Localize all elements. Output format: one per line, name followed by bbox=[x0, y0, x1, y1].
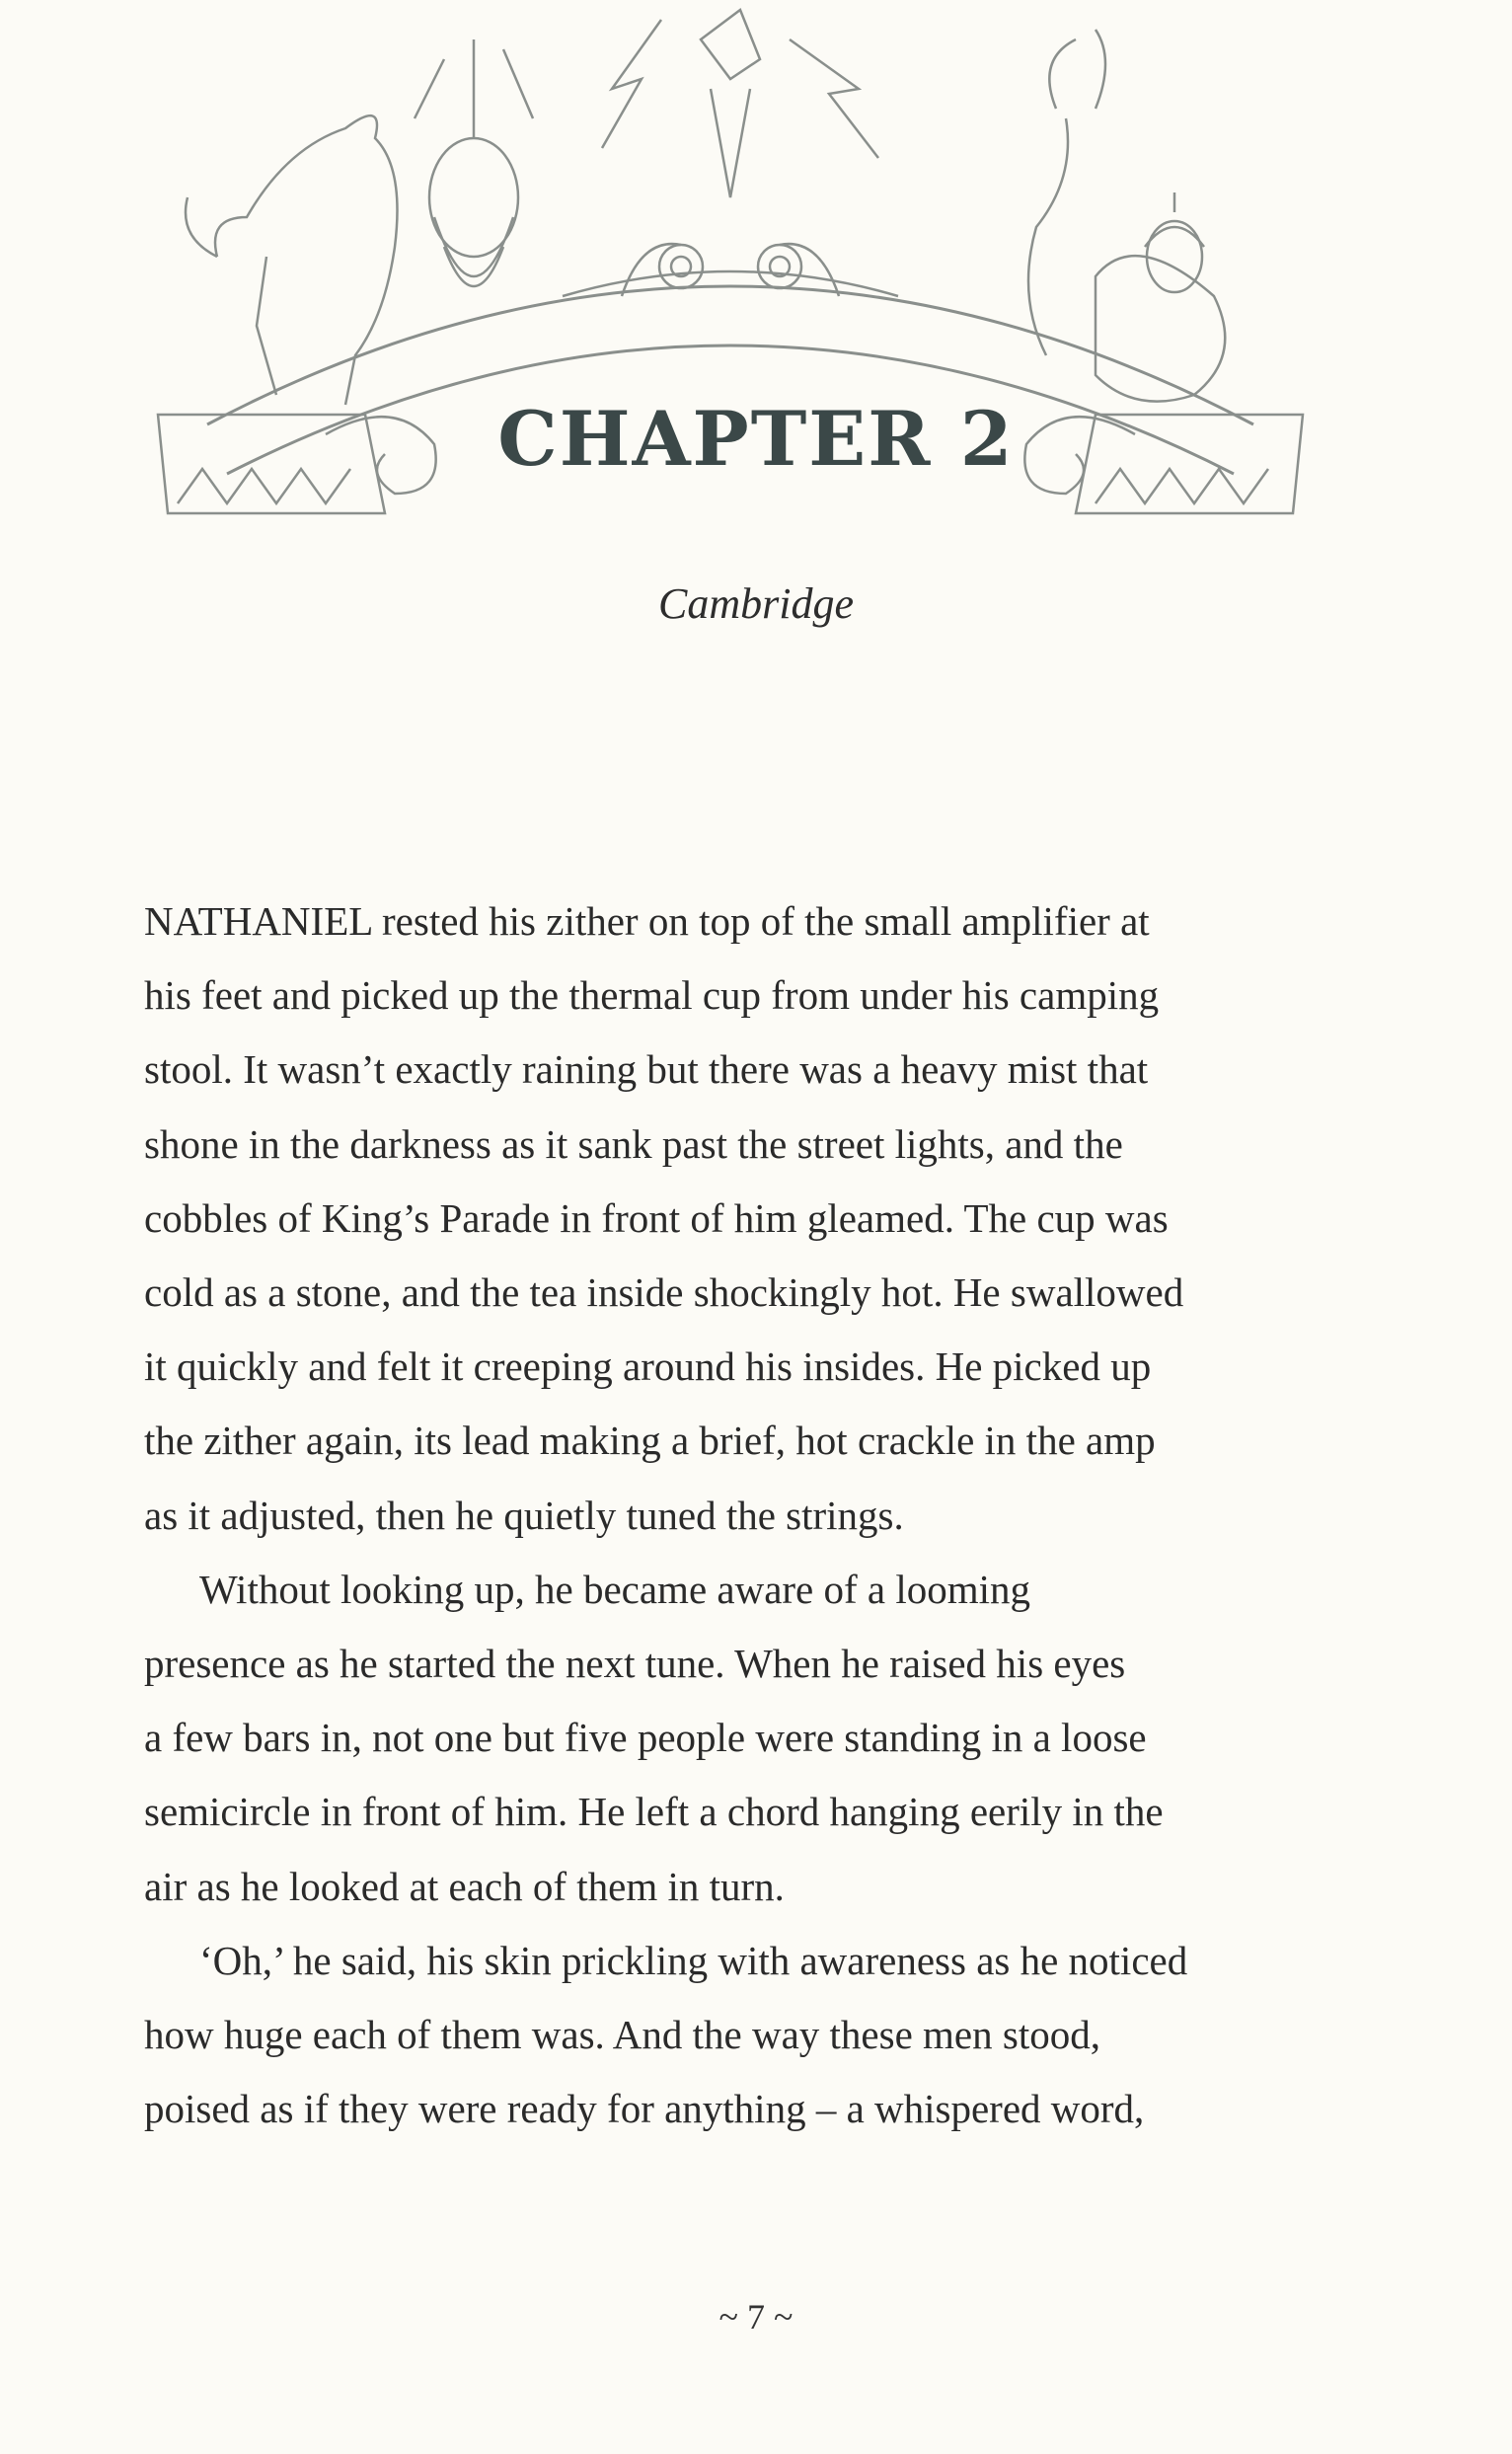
text-line: his feet and picked up the thermal cup from under his camping bbox=[144, 972, 1160, 1019]
chapter-body bbox=[144, 884, 1378, 2146]
chapter-subtitle: Cambridge bbox=[658, 579, 854, 628]
text-line: as it adjusted, then he quietly tuned the strings. bbox=[144, 1492, 904, 1538]
text-line: poised as if they were ready for anything – a whispered word, bbox=[144, 2086, 1145, 2132]
text-line: stool. It wasn’t exactly raining but there was a heavy mist that bbox=[144, 1046, 1149, 1093]
text-line: air as he looked at each of them in turn. bbox=[144, 1863, 785, 1909]
paragraph bbox=[144, 1924, 1378, 2147]
text-line: cold as a stone, and the tea inside shockingly hot. He swallowed bbox=[144, 1269, 1184, 1316]
text-line: ‘Oh,’ he said, his skin prickling with awareness as he noticed bbox=[199, 1937, 1188, 1983]
paragraph bbox=[144, 884, 1378, 1553]
text-line: it quickly and felt it creeping around his insides. He picked up bbox=[144, 1343, 1152, 1390]
chapter-title: CHAPTER 2 bbox=[497, 395, 1015, 483]
text-line: cobbles of King’s Parade in front of him gleamed. The cup was bbox=[144, 1194, 1169, 1241]
text-line: NATHANIEL rested his zither on top of the small amplifier at bbox=[144, 898, 1150, 944]
text-line: a few bars in, not one but five people were standing in a loose bbox=[144, 1715, 1147, 1761]
text-line: Without looking up, he became aware of a looming bbox=[199, 1566, 1031, 1612]
paragraph bbox=[144, 1553, 1378, 1924]
page-number: ~ 7 ~ bbox=[718, 2297, 794, 2337]
text-line: semicircle in front of him. He left a chord hanging eerily in the bbox=[144, 1789, 1164, 1835]
text-line: presence as he started the next tune. When he raised his eyes bbox=[144, 1641, 1126, 1687]
text-line: how huge each of them was. And the way these men stood, bbox=[144, 2012, 1100, 2058]
text-line: the zither again, its lead making a brief, hot crackle in the amp bbox=[144, 1418, 1156, 1464]
text-line: shone in the darkness as it sank past the street lights, and the bbox=[144, 1120, 1123, 1167]
